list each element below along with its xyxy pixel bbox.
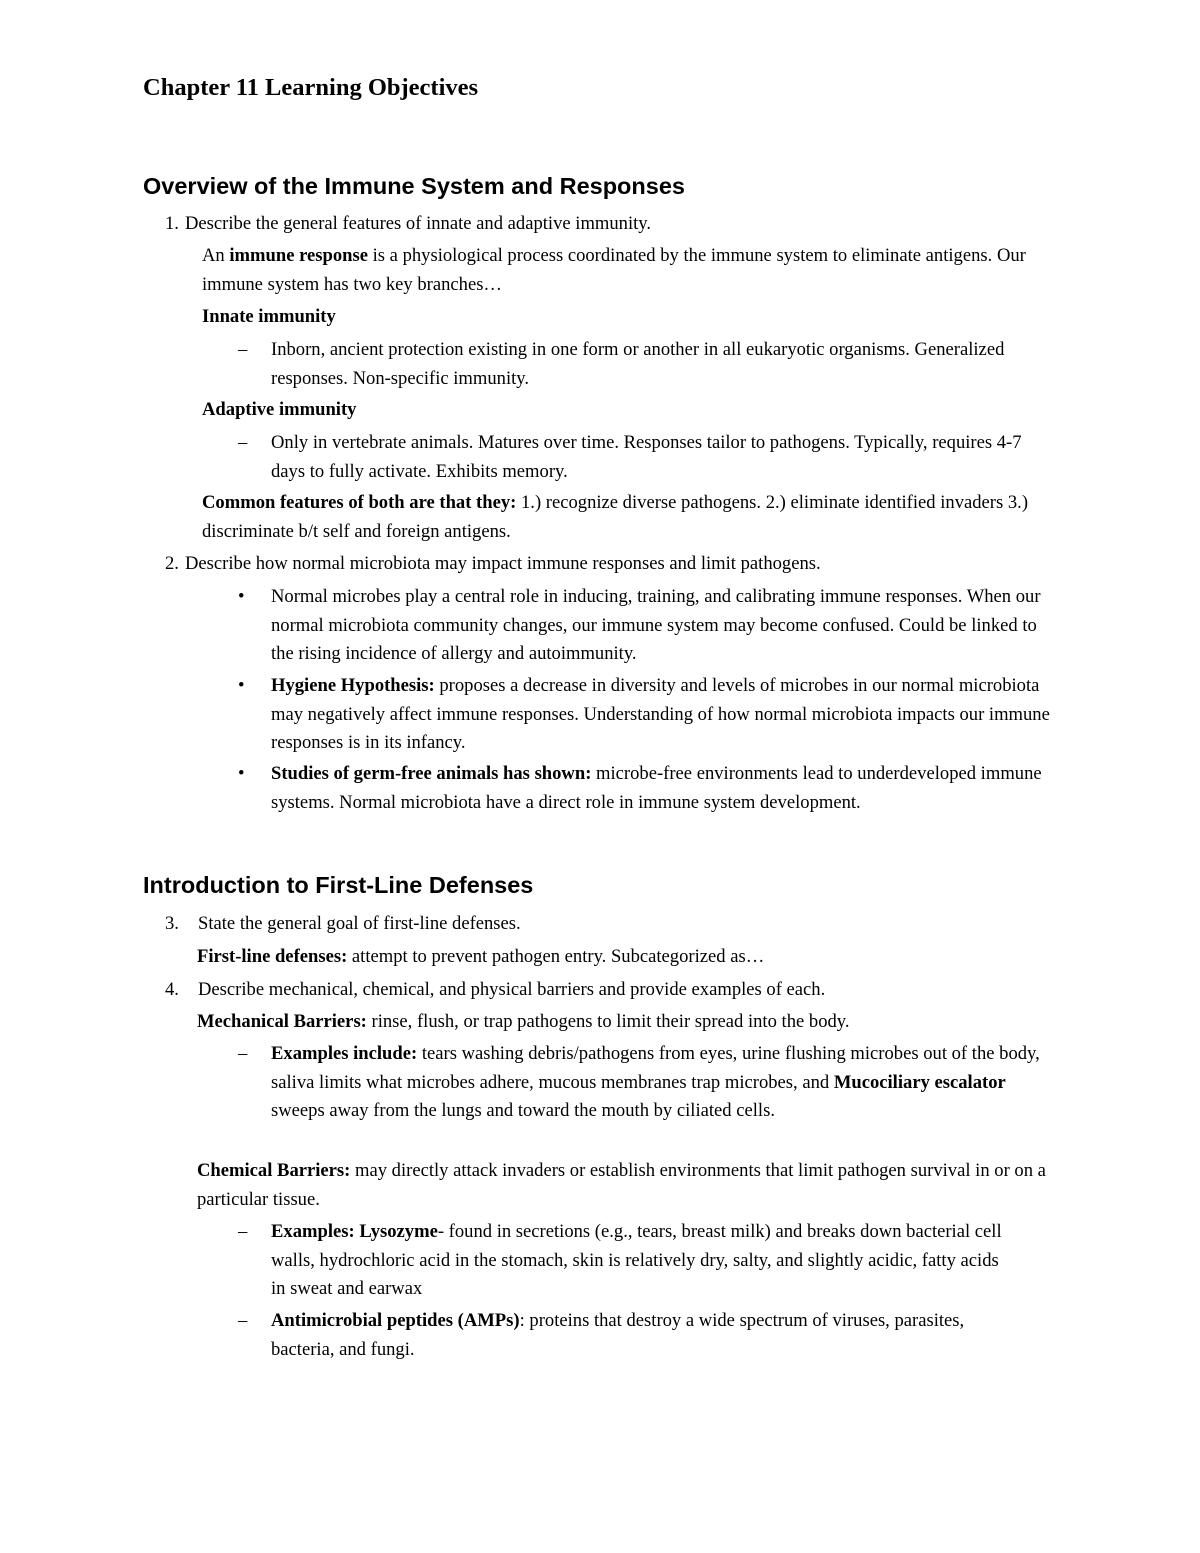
objective-number: 3. <box>165 913 179 934</box>
adaptive-immunity-heading: Adaptive immunity <box>202 399 357 420</box>
section-heading-first-line-defenses: Introduction to First-Line Defenses <box>143 872 534 898</box>
objective-text: State the general goal of first-line defenses. <box>198 913 521 934</box>
common-features: Common features of both are that they: 1.) recognize diverse pathogens. 2.) eliminate identified invaders 3.) discriminate b/t self and foreign antigens. <box>202 492 1029 542</box>
objective-number: 4. <box>165 979 179 1000</box>
bullet-marker: • <box>238 586 245 607</box>
objective-text: Describe mechanical, chemical, and physical barriers and provide examples of each. <box>198 979 826 1000</box>
immune-response-intro: An immune response is a physiological process coordinated by the immune system to eliminate antigens. Our immune system has two key branches… <box>202 245 1026 295</box>
bullet-marker: • <box>238 763 245 784</box>
first-line-definition: First-line defenses: attempt to prevent pathogen entry. Subcategorized as… <box>197 946 765 967</box>
section-heading-immune-overview: Overview of the Immune System and Responses <box>143 173 685 199</box>
objective-text: Describe the general features of innate and adaptive immunity. <box>185 213 652 234</box>
objective-number: 2. <box>165 553 179 574</box>
dash-marker: – <box>238 432 248 453</box>
dash-marker: – <box>238 1043 248 1064</box>
innate-immunity-heading: Innate immunity <box>202 306 336 327</box>
objective-text: Describe how normal microbiota may impact immune responses and limit pathogens. <box>185 553 821 574</box>
objective-number: 1. <box>165 213 179 234</box>
mechanical-barriers: Mechanical Barriers: rinse, flush, or trap pathogens to limit their spread into the body. <box>197 1011 850 1032</box>
dash-marker: – <box>238 339 248 360</box>
chemical-barriers: Chemical Barriers: may directly attack invaders or establish environments that limit pathogen survival in or on a particular tissue. <box>197 1160 1046 1210</box>
bullet-marker: • <box>238 675 245 696</box>
dash-marker: – <box>238 1221 248 1242</box>
document-page: Chapter 11 Learning Objectives Overview of the Immune System and Responses 1. Describe the general features of innate and adaptive immunity. An immune response is a physiological process coordinated by the immune system to eliminate antigens. Our immune system has two key branches… Innate immunity – Inborn, ancient protection existing in one form or another in all eukaryotic organisms. Generalized responses. Non-specific immunity. Adaptive immunity – Only in vertebrate animals. Matures over time. Responses tailor to pathogens. Typically, requires 4-7 days to fully activate. Exhibits memory. Common features of both are that they: 1.) recognize diverse pathogens. 2.) eliminate identified invaders 3.) discriminate b/t self and foreign antigens. 2. Describe how normal microbiota may impact immune responses and limit pathogens. • Normal microbes play a central role in inducing, training, and calibrating immune responses. When our normal microbiota community changes, our immune system may become confused. Could be linked to the rising incidence of allergy and autoimmunity. • Hygiene Hypothesis: proposes a decrease in diversity and levels of microbes in our normal microbiota may negatively affect immune responses. Understanding of how normal microbiota impacts our immune responses is in its infancy. • Studies of germ-free animals has shown: microbe-free environments lead to underdeveloped immune systems. Normal microbiota have a direct role in immune system development. Introduction to First-Line Defenses 3. State the general goal of first-line defenses. First-line defenses: attempt to prevent pathogen entry. Subcategorized as… 4. Describe mechanical, chemical, and physical barriers and provide examples of each. Mechanical Barriers: rinse, flush, or trap pathogens to limit their spread into the body. – Examples include: tears washing debris/pathogens from eyes, urine flushing microbes out of the body, saliva limits what microbes adhere, mucous membranes trap microbes, and Mucociliary escalator sweeps away from the lungs and toward the mouth by ciliated cells. Chemical Barriers: may directly attack invaders or establish environments that limit pathogen survival in or on a particular tissue. – Examples: Lysozyme- found in secretions (e.g., tears, breast milk) and breaks down bacterial cell walls, hydrochloric acid in the stomach, skin is relatively dry, salty, and slightly acidic, fatty acids in sweat and earwax – Antimicrobial peptides (AMPs): proteins that destroy a wide spectrum of viruses, parasites, bacteria, and fungi. <box>0 0 1200 1553</box>
page-title: Chapter 11 Learning Objectives <box>143 74 479 101</box>
dash-marker: – <box>238 1310 248 1331</box>
term-immune-response: immune response <box>229 245 368 266</box>
